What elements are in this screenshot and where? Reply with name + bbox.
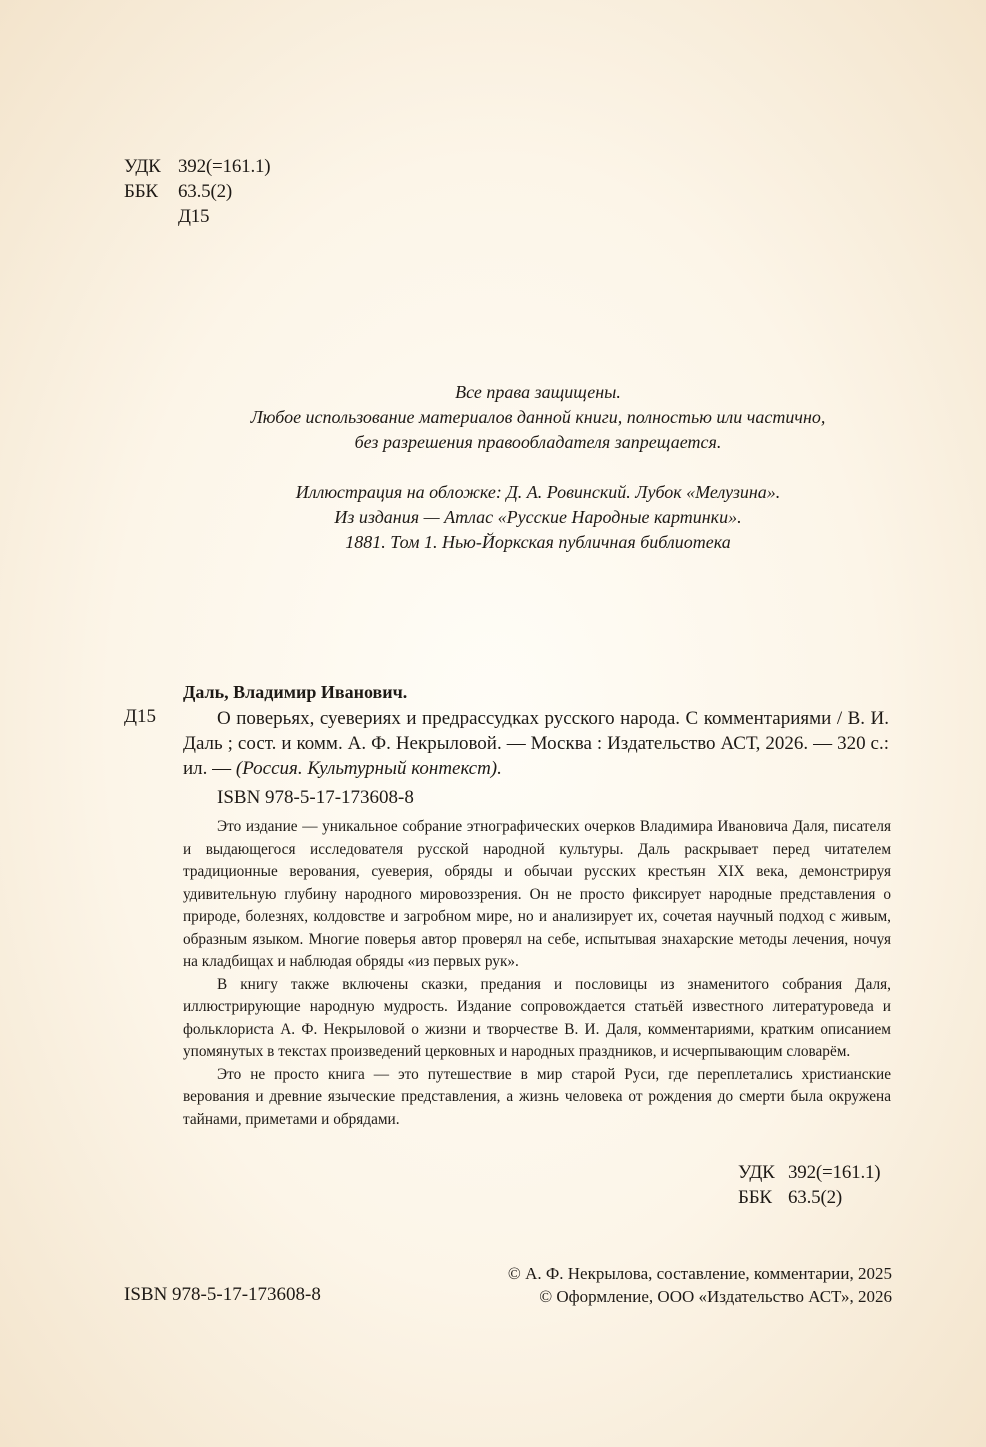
bbk-value: 63.5(2): [178, 181, 233, 202]
card-bbk-row: [738, 1185, 880, 1210]
rights-line-3: без разрешения правообладателя запрещается.: [354, 432, 722, 452]
card-udk-row: [738, 1160, 880, 1185]
author-mark-row: [124, 204, 270, 229]
author-mark: Д15: [178, 206, 210, 227]
udk-row: [124, 154, 270, 179]
bibliographic-description: [183, 706, 889, 781]
annotation-paragraph-2: В книгу также включены сказки, предания и пословицы из знаменитого собрания Даля, иллюстрирующие народную мудрость. Издание сопровождается статьёй известного литературоведа и фольклориста А. Ф. Некрыловой о жизни и творчестве В. И. Даля, комментариями, кратким описанием упомянутых в текстах произведений церковных и народных праздников, и исчерпывающим словарём.: [183, 975, 891, 1060]
card-udk-value: 392(=161.1): [788, 1162, 881, 1183]
illustration-line-2: Из издания — Атлас «Русские Народные картинки».: [334, 507, 742, 527]
udk-label: УДК: [124, 156, 161, 177]
rights-notice: [150, 380, 926, 555]
copyright-compiler: © А. Ф. Некрылова, составление, комментарии, 2025: [507, 1264, 892, 1283]
bbk-row: [124, 179, 270, 204]
annotation-paragraph-1: Это издание — уникальное собрание этнографических очерков Владимира Ивановича Даля, писателя и выдающегося исследователя русской народной культуры. Даль раскрывает перед читателем традиционные верования, суеверия, обряды и обычаи русских крестьян XIX века, демонстрируя удивительную глубину народного мировоззрения. Он не просто фиксирует народные представления о природе, болезнях, колдовстве и загробном мире, но и анализирует их, сочетая научный подход с живым, образным языком. Многие поверья автор проверял на себе, испытывая знахарские методы лечения, ночуя на кладбищах и наблюдая обряды «из первых рук».: [183, 818, 891, 970]
card-author-mark: Д15: [124, 706, 156, 727]
copyright-publisher: © Оформление, ООО «Издательство АСТ», 2026: [539, 1287, 892, 1306]
illustration-line-3: 1881. Том 1. Нью-Йоркская публичная библиотека: [345, 532, 731, 552]
annotation: [183, 816, 891, 1131]
rights-line-2: Любое использование материалов данной книги, полностью или частично,: [250, 407, 826, 427]
rights-line-1: Все права защищены.: [455, 382, 621, 402]
card-classification-block: [738, 1160, 880, 1210]
card-author: Даль, Владимир Иванович.: [183, 682, 408, 702]
udk-value: 392(=161.1): [178, 156, 271, 177]
card-isbn: ISBN 978-5-17-173608-8: [217, 787, 414, 808]
card-bbk-label: ББК: [738, 1187, 772, 1208]
annotation-paragraph-3: Это не просто книга — это путешествие в мир старой Руси, где переплетались христианские верования и древние языческие представления, а жизнь человека от рождения до смерти была окружена тайнами, приметами и обрядами.: [183, 1065, 891, 1128]
card-bbk-value: 63.5(2): [788, 1187, 843, 1208]
bbk-label: ББК: [124, 181, 158, 202]
bib-main: О поверьях, суевериях и предрассудках русского народа. С комментариями / В. И. Даль ; сост. и комм. А. Ф. Некрыловой. — Москва : Издательство АСТ, 2026. — 320 с.: ил. —: [183, 708, 889, 779]
top-classification-block: [124, 154, 270, 229]
card-udk-label: УДК: [738, 1162, 775, 1183]
illustration-line-1: Иллюстрация на обложке: Д. А. Ровинский. Лубок «Мелузина».: [295, 482, 781, 502]
copyright-block: [508, 1262, 892, 1308]
isbn: ISBN 978-5-17-173608-8: [124, 1284, 321, 1305]
bib-series: (Россия. Культурный контекст).: [235, 758, 502, 779]
